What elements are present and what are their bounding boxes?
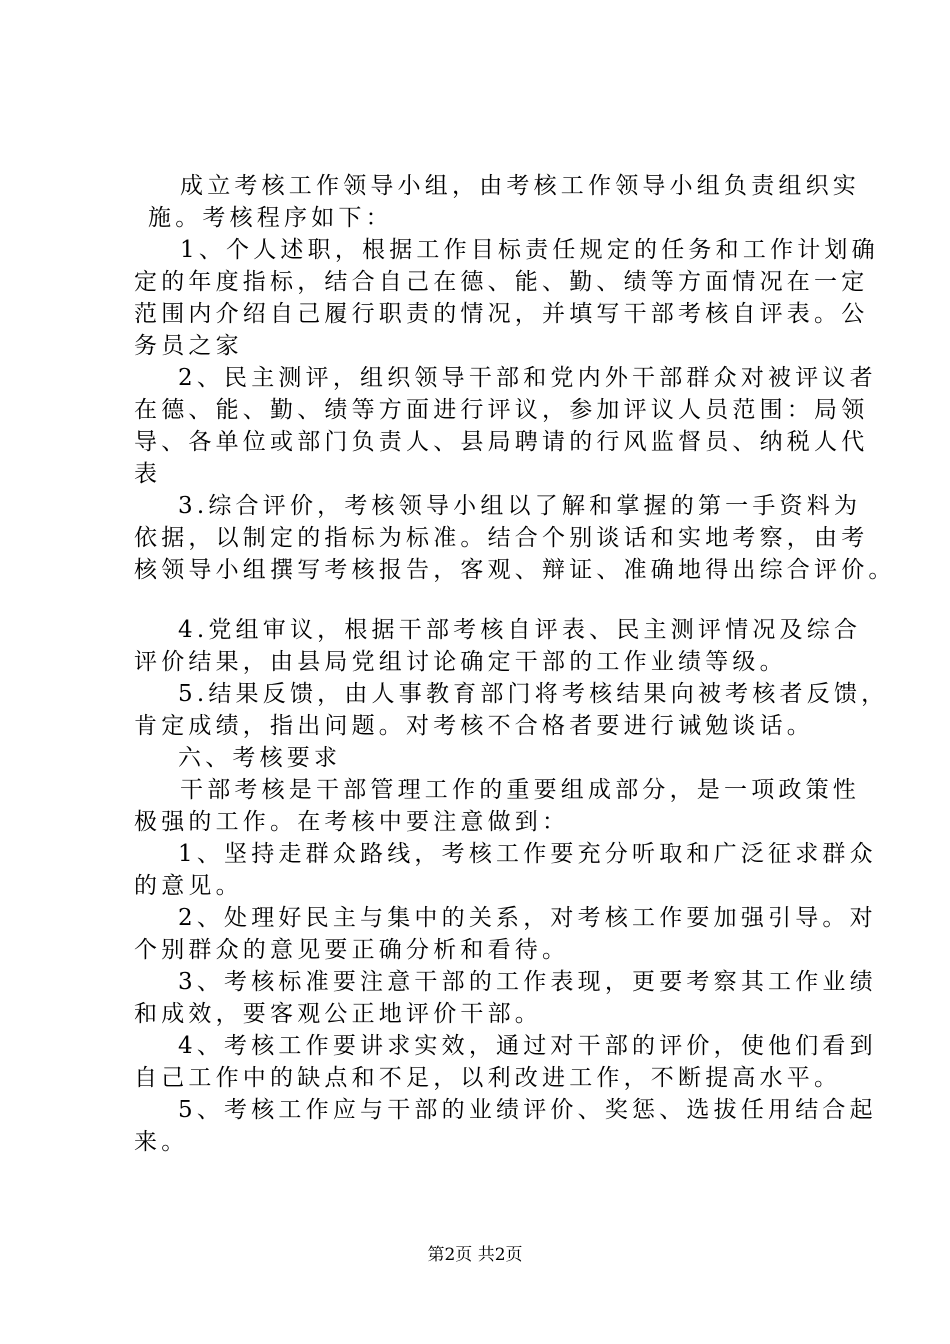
- text-line: 2、民主测评，组织领导干部和党内外干部群众对被评议者: [178, 365, 877, 391]
- text-line: 1、坚持走群众路线，考核工作要充分听取和广泛征求群众: [178, 841, 877, 867]
- text-line: 的意见。: [134, 873, 243, 899]
- text-line: 来。: [134, 1129, 189, 1155]
- text-line: 成立考核工作领导小组，由考核工作领导小组负责组织实: [180, 173, 860, 199]
- text-line: 范围内介绍自己履行职责的情况，并填写干部考核自评表。公: [134, 301, 869, 327]
- text-line: 自己工作中的缺点和不足，以利改进工作，不断提高水平。: [134, 1065, 842, 1091]
- text-line: 4、考核工作要讲求实效，通过对干部的评价，使他们看到: [178, 1033, 877, 1059]
- text-line: 定的年度指标，结合自己在德、能、勤、绩等方面情况在一定: [134, 269, 869, 295]
- text-line: 在德、能、勤、绩等方面进行评议，参加评议人员范围：局领: [134, 397, 869, 423]
- text-line: 4.党组审议，根据干部考核自评表、民主测评情况及综合: [178, 617, 862, 643]
- text-line: 务员之家: [134, 333, 243, 359]
- text-line: 导、各单位或部门负责人、县局聘请的行风监督员、纳税人代: [134, 429, 869, 455]
- text-line: 1、个人述职，根据工作目标责任规定的任务和工作计划确: [180, 237, 879, 263]
- text-line: 3、考核标准要注意干部的工作表现，更要考察其工作业绩: [178, 969, 877, 995]
- text-line: 5.结果反馈，由人事教育部门将考核结果向被考核者反馈，: [178, 681, 889, 707]
- text-line: 干部考核是干部管理工作的重要组成部分，是一项政策性: [180, 777, 860, 803]
- text-line: 核领导小组撰写考核报告，客观、辩证、准确地得出综合评价。: [134, 557, 896, 583]
- text-line: 2、处理好民主与集中的关系，对考核工作要加强引导。对: [178, 905, 877, 931]
- text-line: 评价结果，由县局党组讨论确定干部的工作业绩等级。: [134, 649, 787, 675]
- text-line: 3.综合评价，考核领导小组以了解和掌握的第一手资料为: [178, 493, 862, 519]
- text-line: 表: [134, 461, 162, 487]
- text-line: 极强的工作。在考核中要注意做到：: [134, 809, 570, 835]
- text-line: 依据，以制定的指标为标准。结合个别谈话和实地考察，由考: [134, 525, 869, 551]
- text-line: 肯定成绩，指出问题。对考核不合格者要进行诫勉谈话。: [134, 713, 814, 739]
- document-body: [134, 170, 896, 1158]
- text-line: 施。考核程序如下：: [148, 205, 393, 231]
- text-line: 5、考核工作应与干部的业绩评价、奖惩、选拔任用结合起: [178, 1097, 877, 1123]
- page-footer: 第2页 共2页: [427, 1245, 523, 1265]
- text-line: 个别群众的意见要正确分析和看待。: [134, 937, 570, 963]
- text-line: 六、考核要求: [178, 745, 342, 771]
- paragraph-gap: [134, 586, 834, 614]
- text-line: 和成效，要客观公正地评价干部。: [134, 1001, 542, 1027]
